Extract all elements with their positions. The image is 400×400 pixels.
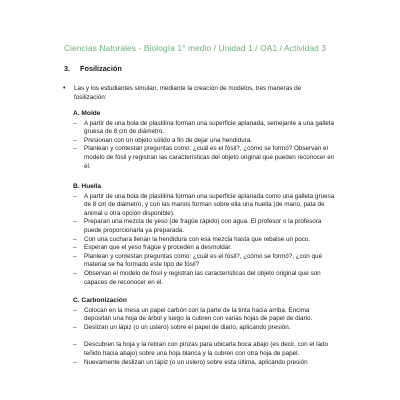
dash-icon: – [73, 192, 77, 200]
block-molde [73, 110, 335, 171]
dash-icon: – [73, 323, 77, 331]
list-item: – Esperan que el yeso fragüe y proceden a desmoldar. [73, 244, 232, 252]
list-item: – Deslizan un lápiz (o un uslero) sobre el papel de diario, aplicando presión. [73, 323, 291, 331]
list-item: – Con una cuchara llenan la hendidura con esa mezcla hasta que rebalse un poco. [73, 235, 311, 243]
list-item: – Presionan con un objeto sólido a fin de dejar una hendidura. [73, 136, 253, 144]
dash-icon: – [73, 136, 77, 144]
block-list [73, 193, 335, 288]
dash-icon: – [73, 306, 77, 314]
list-spacer [73, 332, 335, 341]
block-title: C. Carbonización [73, 297, 127, 304]
list-item: – Planlean y contestan preguntas como: ¿cuál es el fósil?, ¿cómo se formó? Observan el modelo de fósil y registran las características del objeto original que pueden reconocer en él. [73, 145, 335, 170]
list-item: – Colocan en la mesa un papel carbón con la parte de la tinta hacia arriba. Encima depositan una hoja de árbol y luego la cubren con varias hojas de papel de diario. [73, 306, 313, 323]
intro-paragraph [63, 85, 333, 102]
dash-icon: – [73, 119, 77, 127]
block-huella [73, 183, 335, 287]
block-title: B. Huella [73, 183, 102, 190]
section-title-text: Fosilización [80, 64, 122, 73]
list-item: – Planlean y contestan preguntas como: ¿cuál es el fósil?, ¿cómo se formó?, ¿con qué material se ha formado este tipo de fósil? [73, 252, 323, 269]
block-carbonizacion [73, 297, 335, 367]
list-item: – Nuevamente deslizan un lápiz (o un uslero) sobre esta última, aplicando presión [73, 358, 308, 366]
dash-icon: – [73, 218, 77, 226]
block-list [73, 307, 335, 368]
dash-icon: – [73, 341, 77, 349]
block-title: A. Molde [73, 110, 101, 117]
dash-icon: – [73, 269, 77, 277]
bullet-icon: • [63, 85, 66, 92]
dash-icon: – [73, 235, 77, 243]
section-heading [64, 64, 122, 73]
section-number: 3. [64, 64, 71, 73]
list-item: – Observan el modelo de fósil y registran las características del objeto original que son capaces de reconocer en él. [73, 269, 321, 286]
intro-text: Las y los estudiantes simulan, mediante la creación de modelos, tres maneras de fosilización: [74, 85, 302, 101]
list-item: – A partir de una bola de plastilina forman una superficie aplanada, semejante a una galleta gruesa de 8 cm de diámetro. [73, 119, 334, 136]
dash-icon: – [73, 358, 77, 366]
dash-icon: – [73, 145, 77, 153]
list-item: – Preparan una mezcla de yeso (de fragüe rápido) con agua. El profesor o la profesora puede proporcionarla ya preparada. [73, 218, 322, 234]
list-item: – A partir de una bola de plastilina forman una superficie aplanada como una galleta gruesa de 8 cm de diámetro, y con las manos forman sobre ella una huella (de mano, pata de animal u otra opción disponible). [73, 192, 335, 217]
dash-icon: – [73, 244, 77, 252]
block-list [73, 120, 335, 172]
dash-icon: – [73, 252, 77, 260]
list-item: – Descubren la hoja y la retiran con pinzas para ubicarla boca abajo (es decir, con el lado teñido hacia abajo) sobre una hoja blanca y la cubren con otra hoja de papel. [73, 341, 328, 357]
document-header: Ciencias Naturales - Biología 1° medio / Unidad 1 / OA1 / Actividad 3 [64, 43, 327, 53]
